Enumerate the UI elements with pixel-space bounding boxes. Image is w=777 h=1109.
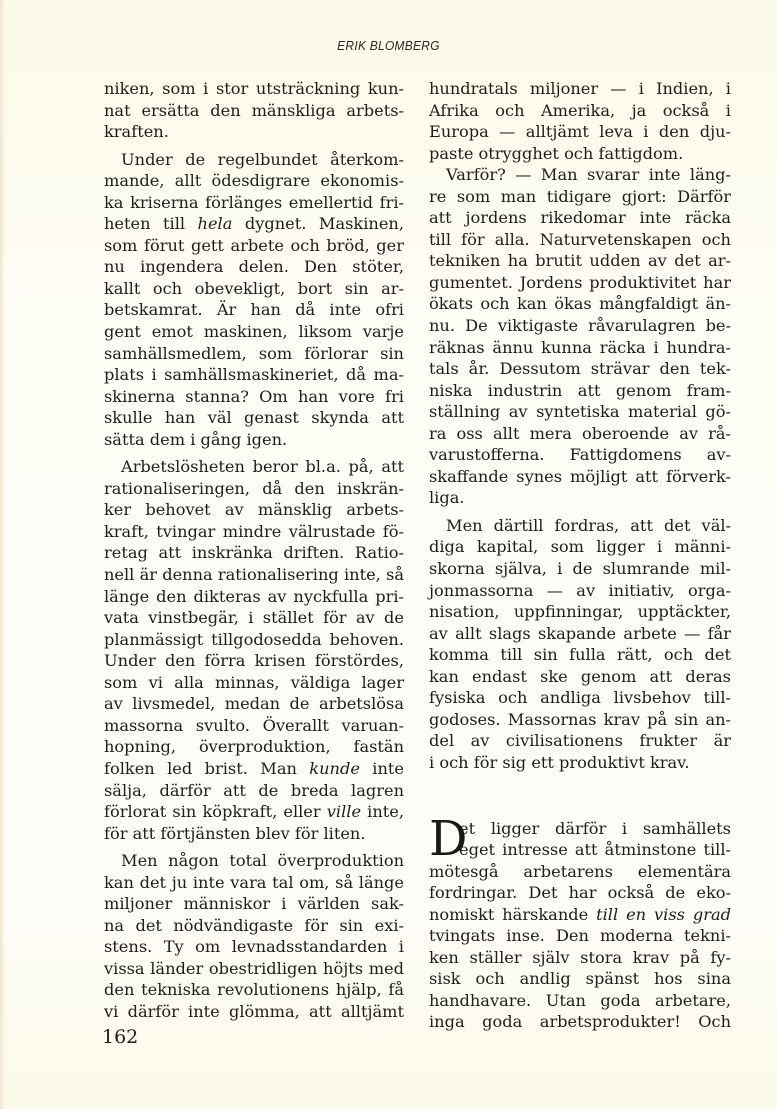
- text-line: kraften.: [104, 122, 169, 142]
- text-line: kan det ju inte vara tal om, så länge: [104, 872, 404, 892]
- page-edge-shadow: [0, 0, 5, 1109]
- text-line: re som man tidigare gjort: Därför: [429, 186, 731, 206]
- text-line: gent emot maskinen, liksom varje: [104, 322, 404, 342]
- text-line: sälja, därför att de breda lagren: [104, 780, 404, 800]
- text-line: liga.: [429, 488, 465, 508]
- text-line: den tekniska revolutionens hjälp, få: [104, 980, 404, 1000]
- emphasis: ville: [326, 802, 362, 822]
- text-line: planmässigt tillgodosedda behoven.: [104, 629, 404, 649]
- text-line: vi därför inte glömma, att alltjämt: [104, 1001, 404, 1021]
- text-line: sisk och andlig spänst hos sina: [429, 969, 731, 989]
- text-line: nell är denna rationalisering inte, så: [104, 565, 404, 585]
- text-line: sätta dem i gång igen.: [104, 429, 288, 449]
- text-line: skinerna stanna? Om han vore fri: [104, 386, 404, 406]
- text-line: tvingats inse. Den moderna tekni-: [429, 926, 731, 946]
- text-line: handhavare. Utan goda arbetare,: [429, 990, 731, 1010]
- text-line: del av civilisationens frukter är: [429, 731, 731, 751]
- text-line: Under den förra krisen förstördes,: [104, 651, 404, 671]
- text-line: Varför? — Man svarar inte läng-: [446, 165, 731, 185]
- text-line: nomiskt härskande till en viss grad: [429, 904, 731, 924]
- text-line: mötesgå arbetarens elementära: [429, 861, 731, 881]
- text-line: nisation, uppfinningar, upptäckter,: [429, 602, 731, 622]
- page-number: 162: [102, 1026, 139, 1048]
- text-line: ken ställer själv stora krav på fy-: [429, 947, 731, 967]
- text-line: ka kriserna förlänges emellertid fri-: [104, 192, 404, 212]
- text-line: niken, som i stor utsträckning kun-: [104, 79, 404, 98]
- paragraph: [104, 850, 404, 1022]
- text-line: ökats och kan ökas mångfaldigt än-: [429, 294, 731, 314]
- text-line: ställning av syntetiska material gö-: [429, 402, 731, 422]
- text-line: av livsmedel, medan de arbetslösa: [104, 694, 404, 714]
- text-line: samhällsmedlem, som förlorar sin: [104, 343, 404, 363]
- text-line: Afrika och Amerika, ja också i: [429, 100, 731, 120]
- text-line: folken led brist. Man kunde inte: [104, 758, 404, 778]
- text-line: Men någon total överproduktion: [121, 851, 404, 871]
- text-line: nu ingendera delen. Den stöter,: [104, 257, 404, 277]
- text-line: för att förtjänsten blev för liten.: [104, 823, 366, 843]
- text-line: betskamrat. Är han då inte ofri: [104, 300, 404, 320]
- text-line: miljoner människor i världen sak-: [104, 894, 404, 914]
- text-line: som förut gett arbete och bröd, ger: [104, 235, 404, 255]
- text-line: tals år. Dessutom strävar den tek-: [429, 359, 731, 379]
- text-line: inga goda arbetsprodukter! Och: [429, 1012, 731, 1032]
- text-line: skaffande synes möjligt att förverk-: [429, 466, 731, 486]
- emphasis: kunde: [309, 758, 360, 778]
- text-line: godoses. Massornas krav på sin an-: [429, 709, 731, 729]
- text-line: kraft, tvingar mindre välrustade fö-: [104, 521, 404, 541]
- text-line: Europa — alltjämt leva i den dju-: [429, 122, 731, 142]
- text-line: Men därtill fordras, att det väl-: [446, 515, 731, 535]
- emphasis: till en viss grad: [596, 904, 731, 924]
- text-line: plats i samhällsmaskineriet, då ma-: [104, 365, 404, 385]
- text-line: som vi alla minnas, väldiga lager: [104, 672, 404, 692]
- text-line: na det nödvändigaste för sin exi-: [104, 915, 404, 935]
- text-line: vissa länder obestridligen höjts med: [104, 958, 404, 978]
- text-line: komma till sin fulla rätt, och det: [429, 645, 731, 665]
- text-line: Under de regelbundet återkom-: [121, 149, 404, 169]
- text-line: kallt och obevekligt, bort sin ar-: [104, 278, 404, 298]
- text-line: niska industrin att genom fram-: [429, 380, 731, 400]
- running-head: ERIK BLOMBERG: [337, 38, 440, 53]
- text-line: mande, allt ödesdigrare ekonomis-: [104, 171, 404, 191]
- text-line: fordringar. Det har också de eko-: [429, 883, 731, 903]
- text-line: till för alla. Naturvetenskapen och: [429, 229, 731, 249]
- text-line: hopning, överproduktion, fastän: [104, 737, 404, 757]
- text-line: ker behovet av mänsklig arbets-: [104, 500, 404, 520]
- drop-cap: D: [429, 810, 468, 867]
- text-line: nu. De viktigaste råvarulagren be-: [429, 316, 731, 336]
- text-line: av allt slags skapande arbete — får: [429, 623, 731, 643]
- text-line: rationaliseringen, då den inskrän-: [104, 478, 404, 498]
- text-line: att jordens rikedomar inte räcka: [429, 208, 731, 228]
- text-line: hundratals miljoner — i Indien, i: [429, 79, 731, 98]
- text-line: fysiska och andliga livsbehov till-: [429, 688, 731, 708]
- text-line: jonmassorna — av initiativ, orga-: [429, 580, 731, 600]
- text-line: paste otrygghet och fattigdom.: [429, 143, 684, 163]
- text-line: gumentet. Jordens produktivitet har: [429, 272, 731, 292]
- text-line: länge den dikteras av nyckfulla pri-: [104, 586, 404, 606]
- text-line: skulle han väl genast skynda att: [104, 408, 404, 428]
- paragraph: [429, 164, 731, 509]
- paragraph-with-drop-cap: [429, 810, 731, 1033]
- text-line: skorna själva, i de slumrande mil-: [429, 559, 731, 579]
- left-column: [104, 78, 404, 1023]
- right-column: [429, 78, 731, 1033]
- text-line: massorna svulto. Överallt varuan-: [104, 715, 404, 735]
- paragraph: [104, 456, 404, 844]
- paragraph: [429, 515, 731, 774]
- emphasis: hela: [197, 214, 233, 234]
- text-line: förlorat sin köpkraft, eller ville inte,: [104, 802, 405, 822]
- text-line: stens. Ty om levnadsstandarden i: [104, 937, 404, 957]
- text-line: ra oss allt mera oberoende av rå-: [429, 423, 731, 443]
- text-line: vata vinstbegär, i stället för av de: [104, 608, 404, 628]
- text-line: retag att inskränka driften. Ratio-: [104, 543, 404, 563]
- paragraph: [429, 78, 731, 164]
- text-line: i och för sig ett produktivt krav.: [429, 752, 690, 772]
- text-line: heten till hela dygnet. Maskinen,: [104, 214, 404, 234]
- text-line: nat ersätta den mänskliga arbets-: [104, 100, 404, 120]
- text-line: et ligger därför i samhällets: [459, 818, 731, 838]
- text-line: räknas ännu kunna räcka i hundra-: [429, 337, 731, 357]
- text-line: kan endast ske genom att deras: [429, 666, 731, 686]
- paragraph: [104, 78, 404, 143]
- text-line: Arbetslösheten beror bl.a. på, att: [121, 457, 404, 477]
- text-line: eget intresse att åtminstone till-: [459, 840, 731, 860]
- text-line: diga kapital, som ligger i männi-: [429, 537, 731, 557]
- paragraph: [104, 149, 404, 451]
- text-line: varustofferna. Fattigdomens av-: [429, 445, 731, 465]
- text-line: tekniken ha brutit udden av det ar-: [429, 251, 731, 271]
